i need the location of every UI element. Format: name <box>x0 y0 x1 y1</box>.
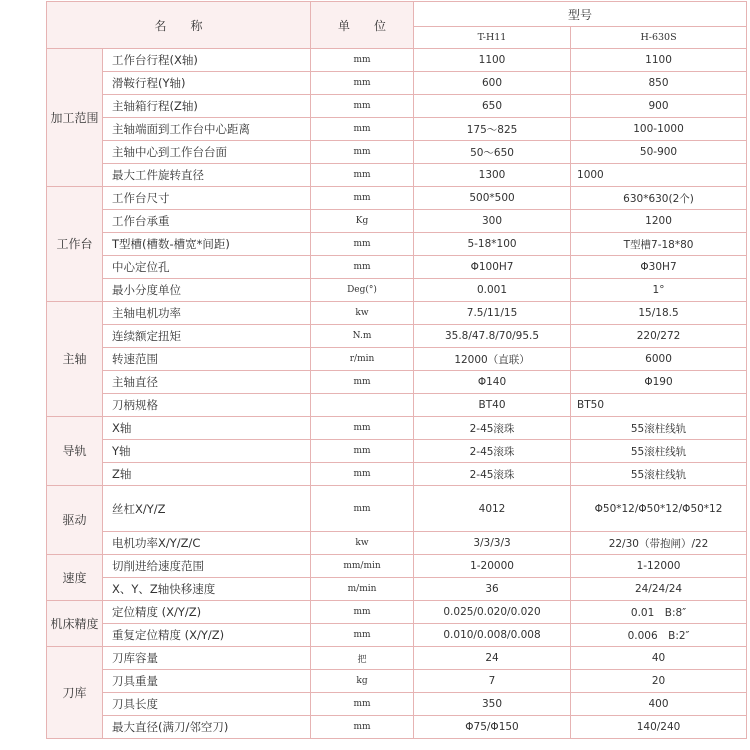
row-item: 主轴箱行程(Z轴) <box>103 95 311 118</box>
row-value-h-630s: 220/272 <box>571 325 747 348</box>
row-unit: kg <box>311 670 414 693</box>
row-value-h-630s: 1-12000 <box>571 555 747 578</box>
row-value-t-h11: 3/3/3/3 <box>414 532 571 555</box>
row-value-t-h11: 7 <box>414 670 571 693</box>
row-value-t-h11: 36 <box>414 578 571 601</box>
row-value-h-630s: 400 <box>571 693 747 716</box>
row-unit: 把 <box>311 647 414 670</box>
row-value-h-630s: 40 <box>571 647 747 670</box>
row-value-t-h11: 650 <box>414 95 571 118</box>
row-value-t-h11: 24 <box>414 647 571 670</box>
row-item: 主轴电机功率 <box>103 302 311 325</box>
row-item: 工作台承重 <box>103 210 311 233</box>
row-value-t-h11: 35.8/47.8/70/95.5 <box>414 325 571 348</box>
row-unit: mm <box>311 233 414 256</box>
row-value-h-630s: 22/30（带抱闸）/22 <box>571 532 747 555</box>
row-item: 主轴直径 <box>103 371 311 394</box>
row-value-h-630s: 15/18.5 <box>571 302 747 325</box>
row-item: 电机功率X/Y/Z/C <box>103 532 311 555</box>
row-value-h-630s: Φ30H7 <box>571 256 747 279</box>
row-item: 转速范围 <box>103 348 311 371</box>
row-item: X轴 <box>103 417 311 440</box>
row-unit: mm <box>311 624 414 647</box>
category-tool-magazine: 刀库 <box>47 647 103 739</box>
row-item: Y轴 <box>103 440 311 463</box>
row-item: 定位精度 (X/Y/Z) <box>103 601 311 624</box>
row-unit: kw <box>311 532 414 555</box>
category-speed: 速度 <box>47 555 103 601</box>
row-value-h-630s: 0.01 B:8″ <box>571 601 747 624</box>
row-value-t-h11: 2-45滚珠 <box>414 417 571 440</box>
row-item: 刀柄规格 <box>103 394 311 417</box>
row-value-h-630s: 140/240 <box>571 716 747 739</box>
row-value-h-630s: T型槽7-18*80 <box>571 233 747 256</box>
row-item: 工作台尺寸 <box>103 187 311 210</box>
row-unit: mm <box>311 601 414 624</box>
row-value-t-h11: 0.010/0.008/0.008 <box>414 624 571 647</box>
row-item: 刀具长度 <box>103 693 311 716</box>
row-unit: kw <box>311 302 414 325</box>
row-value-t-h11: 4012 <box>414 486 571 532</box>
row-value-t-h11: 300 <box>414 210 571 233</box>
row-item: X、Y、Z轴快移速度 <box>103 578 311 601</box>
row-value-t-h11: 2-45滚珠 <box>414 463 571 486</box>
row-value-t-h11: 2-45滚珠 <box>414 440 571 463</box>
row-value-t-h11: 50～650 <box>414 141 571 164</box>
row-unit: mm <box>311 187 414 210</box>
row-item: 丝杠X/Y/Z <box>103 486 311 532</box>
row-value-t-h11: Φ140 <box>414 371 571 394</box>
row-value-h-630s: 1° <box>571 279 747 302</box>
row-item: T型槽(槽数-槽宽*间距) <box>103 233 311 256</box>
category-spindle: 主轴 <box>47 302 103 417</box>
row-item: 主轴端面到工作台中心距离 <box>103 118 311 141</box>
row-unit: Kg <box>311 210 414 233</box>
category-machining-range: 加工范围 <box>47 49 103 187</box>
row-item: 最小分度单位 <box>103 279 311 302</box>
row-value-t-h11: 350 <box>414 693 571 716</box>
row-value-h-630s: 55滚柱线轨 <box>571 440 747 463</box>
row-value-h-630s: 1000 <box>571 164 747 187</box>
row-unit: N.m <box>311 325 414 348</box>
row-unit: mm <box>311 486 414 532</box>
row-value-h-630s: 900 <box>571 95 747 118</box>
row-value-h-630s: 55滚柱线轨 <box>571 417 747 440</box>
row-value-h-630s: 0.006 B:2″ <box>571 624 747 647</box>
row-item: 重复定位精度 (X/Y/Z) <box>103 624 311 647</box>
row-item: 最大直径(满刀/邻空刀) <box>103 716 311 739</box>
row-value-h-630s: 20 <box>571 670 747 693</box>
row-item: Z轴 <box>103 463 311 486</box>
row-unit: mm <box>311 118 414 141</box>
category-drive: 驱动 <box>47 486 103 555</box>
header-model: 型号 <box>414 2 747 27</box>
row-value-t-h11: Φ75/Φ150 <box>414 716 571 739</box>
row-unit: mm <box>311 95 414 118</box>
row-value-h-630s: 6000 <box>571 348 747 371</box>
row-unit <box>311 394 414 417</box>
row-value-t-h11: 7.5/11/15 <box>414 302 571 325</box>
row-value-h-630s: 1200 <box>571 210 747 233</box>
row-value-h-630s: 100-1000 <box>571 118 747 141</box>
row-unit: mm <box>311 49 414 72</box>
row-unit: mm <box>311 463 414 486</box>
row-unit: mm <box>311 256 414 279</box>
category-machine-accuracy: 机床精度 <box>47 601 103 647</box>
row-unit: mm <box>311 693 414 716</box>
row-item: 滑鞍行程(Y轴) <box>103 72 311 95</box>
row-value-h-630s: 50-900 <box>571 141 747 164</box>
spec-table <box>46 1 747 739</box>
row-unit: mm <box>311 440 414 463</box>
row-value-t-h11: 175～825 <box>414 118 571 141</box>
row-item: 切削进给速度范围 <box>103 555 311 578</box>
row-value-h-630s: Φ50*12/Φ50*12/Φ50*12 <box>571 486 747 532</box>
row-value-t-h11: 1300 <box>414 164 571 187</box>
row-value-t-h11: 500*500 <box>414 187 571 210</box>
row-value-t-h11: BT40 <box>414 394 571 417</box>
header-unit: 单 位 <box>311 2 414 49</box>
row-unit: m/min <box>311 578 414 601</box>
row-value-t-h11: 0.001 <box>414 279 571 302</box>
row-value-h-630s: 850 <box>571 72 747 95</box>
row-item: 工作台行程(X轴) <box>103 49 311 72</box>
row-unit: r/min <box>311 348 414 371</box>
row-item: 连续额定扭矩 <box>103 325 311 348</box>
row-value-t-h11: 5-18*100 <box>414 233 571 256</box>
row-value-h-630s: 1100 <box>571 49 747 72</box>
row-value-h-630s: 55滚柱线轨 <box>571 463 747 486</box>
row-unit: Deg(°) <box>311 279 414 302</box>
row-unit: mm <box>311 72 414 95</box>
row-item: 主轴中心到工作台台面 <box>103 141 311 164</box>
row-value-h-630s: 630*630(2个) <box>571 187 747 210</box>
row-value-h-630s: 24/24/24 <box>571 578 747 601</box>
row-unit: mm <box>311 371 414 394</box>
row-value-t-h11: Φ100H7 <box>414 256 571 279</box>
row-unit: mm/min <box>311 555 414 578</box>
row-unit: mm <box>311 716 414 739</box>
row-value-t-h11: 600 <box>414 72 571 95</box>
category-guideway: 导轨 <box>47 417 103 486</box>
model-t-h11: T-H11 <box>414 27 571 49</box>
row-item: 刀库容量 <box>103 647 311 670</box>
row-item: 最大工件旋转直径 <box>103 164 311 187</box>
model-h-630s: H-630S <box>571 27 747 49</box>
row-value-t-h11: 12000（直联） <box>414 348 571 371</box>
row-value-h-630s: BT50 <box>571 394 747 417</box>
row-value-t-h11: 1-20000 <box>414 555 571 578</box>
row-unit: mm <box>311 141 414 164</box>
row-value-t-h11: 1100 <box>414 49 571 72</box>
row-item: 中心定位孔 <box>103 256 311 279</box>
row-item: 刀具重量 <box>103 670 311 693</box>
row-value-t-h11: 0.025/0.020/0.020 <box>414 601 571 624</box>
row-value-h-630s: Φ190 <box>571 371 747 394</box>
category-worktable: 工作台 <box>47 187 103 302</box>
row-unit: mm <box>311 417 414 440</box>
header-name: 名 称 <box>47 2 311 49</box>
row-unit: mm <box>311 164 414 187</box>
